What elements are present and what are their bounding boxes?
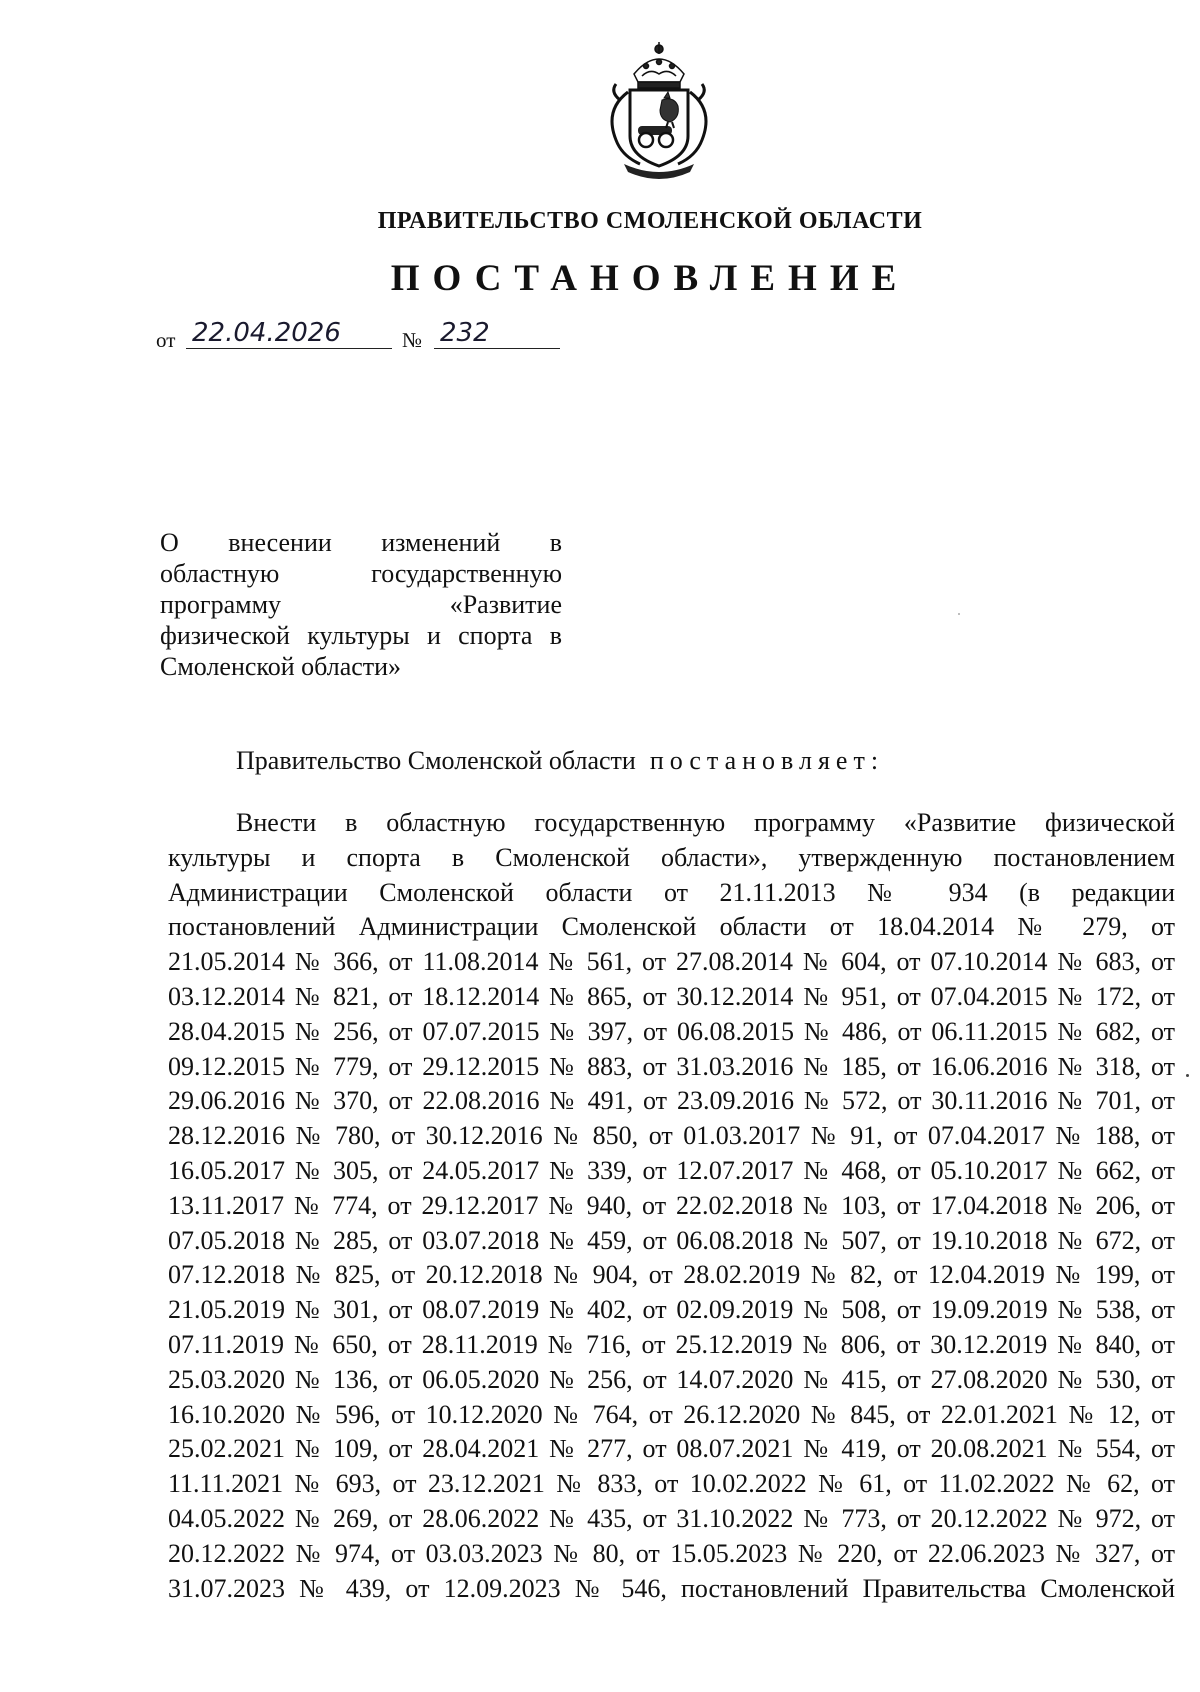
document-type-title: ПОСТАНОВЛЕНИЕ (390, 258, 910, 299)
body-line: 28.04.2015 № 256, от 07.07.2015 № 397, от 06.08.2015 № 486, от 06.11.2015 № 682, от (168, 1016, 1175, 1046)
body-line: 03.12.2014 № 821, от 18.12.2014 № 865, от 30.12.2014 № 951, от 07.04.2015 № 172, от (168, 981, 1175, 1011)
body-line: 29.06.2016 № 370, от 22.08.2016 № 491, от 23.09.2016 № 572, от 30.11.2016 № 701, от (168, 1086, 1175, 1116)
body-line: 16.10.2020 № 596, от 10.12.2020 № 764, от 26.12.2020 № 845, от 22.01.2021 № 12, от (168, 1399, 1175, 1429)
body-line: 21.05.2014 № 366, от 11.08.2014 № 561, от 27.08.2014 № 604, от 07.10.2014 № 683, от (168, 947, 1175, 977)
body-line: 20.12.2022 № 974, от 03.03.2023 № 80, от 15.05.2023 № 220, от 22.06.2023 № 327, от (168, 1538, 1175, 1568)
subject-line: программу «Развитие (160, 590, 562, 619)
subject-line: Смоленской области» (160, 652, 402, 681)
body-line: 04.05.2022 № 269, от 28.06.2022 № 435, от 31.10.2022 № 773, от 20.12.2022 № 972, от (168, 1503, 1175, 1533)
body-line: 07.11.2019 № 650, от 28.11.2019 № 716, от 25.12.2019 № 806, от 30.12.2019 № 840, от (168, 1329, 1175, 1359)
subject-line: физической культуры и спорта в (160, 621, 562, 650)
body-line: 07.05.2018 № 285, от 03.07.2018 № 459, от 06.08.2018 № 507, от 19.10.2018 № 672, от (168, 1225, 1175, 1255)
scan-speck (958, 613, 960, 615)
document-subject (160, 527, 562, 682)
body-line: 09.12.2015 № 779, от 29.12.2015 № 883, от 31.03.2016 № 185, от 16.06.2016 № 318, от (168, 1051, 1175, 1081)
date-label: от (156, 328, 176, 352)
body-line: 31.07.2023 № 439, от 12.09.2023 № 546, постановлений Правительства Смоленской (168, 1573, 1175, 1603)
body-line: 21.05.2019 № 301, от 08.07.2019 № 402, от 02.09.2019 № 508, от 19.09.2019 № 538, от (168, 1295, 1175, 1325)
issuing-authority: ПРАВИТЕЛЬСТВО СМОЛЕНСКОЙ ОБЛАСТИ (377, 208, 923, 234)
body-line: 07.12.2018 № 825, от 20.12.2018 № 904, от 28.02.2019 № 82, от 12.04.2019 № 199, от (168, 1260, 1175, 1290)
number-value: 232 (434, 320, 560, 349)
body-line: постановлений Администрации Смоленской области от 18.04.2014 № 279, от (168, 912, 1175, 942)
coat-of-arms-icon (594, 40, 724, 180)
scan-speck (1186, 1074, 1189, 1077)
number-label: № (402, 328, 423, 352)
body-paragraph (168, 806, 1175, 1606)
body-line: 13.11.2017 № 774, от 29.12.2017 № 940, от 22.02.2018 № 103, от 17.04.2018 № 206, от (168, 1190, 1175, 1220)
body-line: Администрации Смоленской области от 21.11.2013 № 934 (в редакции (168, 877, 1175, 907)
body-line: Внести в областную государственную программу «Развитие физической (236, 808, 1175, 837)
body-line: 25.02.2021 № 109, от 28.04.2021 № 277, от 08.07.2021 № 419, от 20.08.2021 № 554, от (168, 1434, 1175, 1464)
subject-line: О внесении изменений в (160, 528, 562, 557)
body-line: культуры и спорта в Смоленской области», утвержденную постановлением (168, 842, 1175, 872)
body-line: 11.11.2021 № 693, от 23.12.2021 № 833, от 10.02.2022 № 61, от 11.02.2022 № 62, от (168, 1469, 1175, 1499)
date-value: 22.04.2026 (186, 320, 392, 349)
body-line: 28.12.2016 № 780, от 30.12.2016 № 850, от 01.03.2017 № 91, от 07.04.2017 № 188, от (168, 1121, 1175, 1151)
body-line: 16.05.2017 № 305, от 24.05.2017 № 339, от 12.07.2017 № 468, от 05.10.2017 № 662, от (168, 1155, 1175, 1185)
decree-verb: постановляет: (649, 746, 885, 775)
body-line: 25.03.2020 № 136, от 06.05.2020 № 256, от 14.07.2020 № 415, от 27.08.2020 № 530, от (168, 1364, 1175, 1394)
decree-statement (236, 746, 884, 776)
decree-lead: Правительство Смоленской области (236, 746, 636, 775)
subject-line: областную государственную (160, 559, 562, 588)
